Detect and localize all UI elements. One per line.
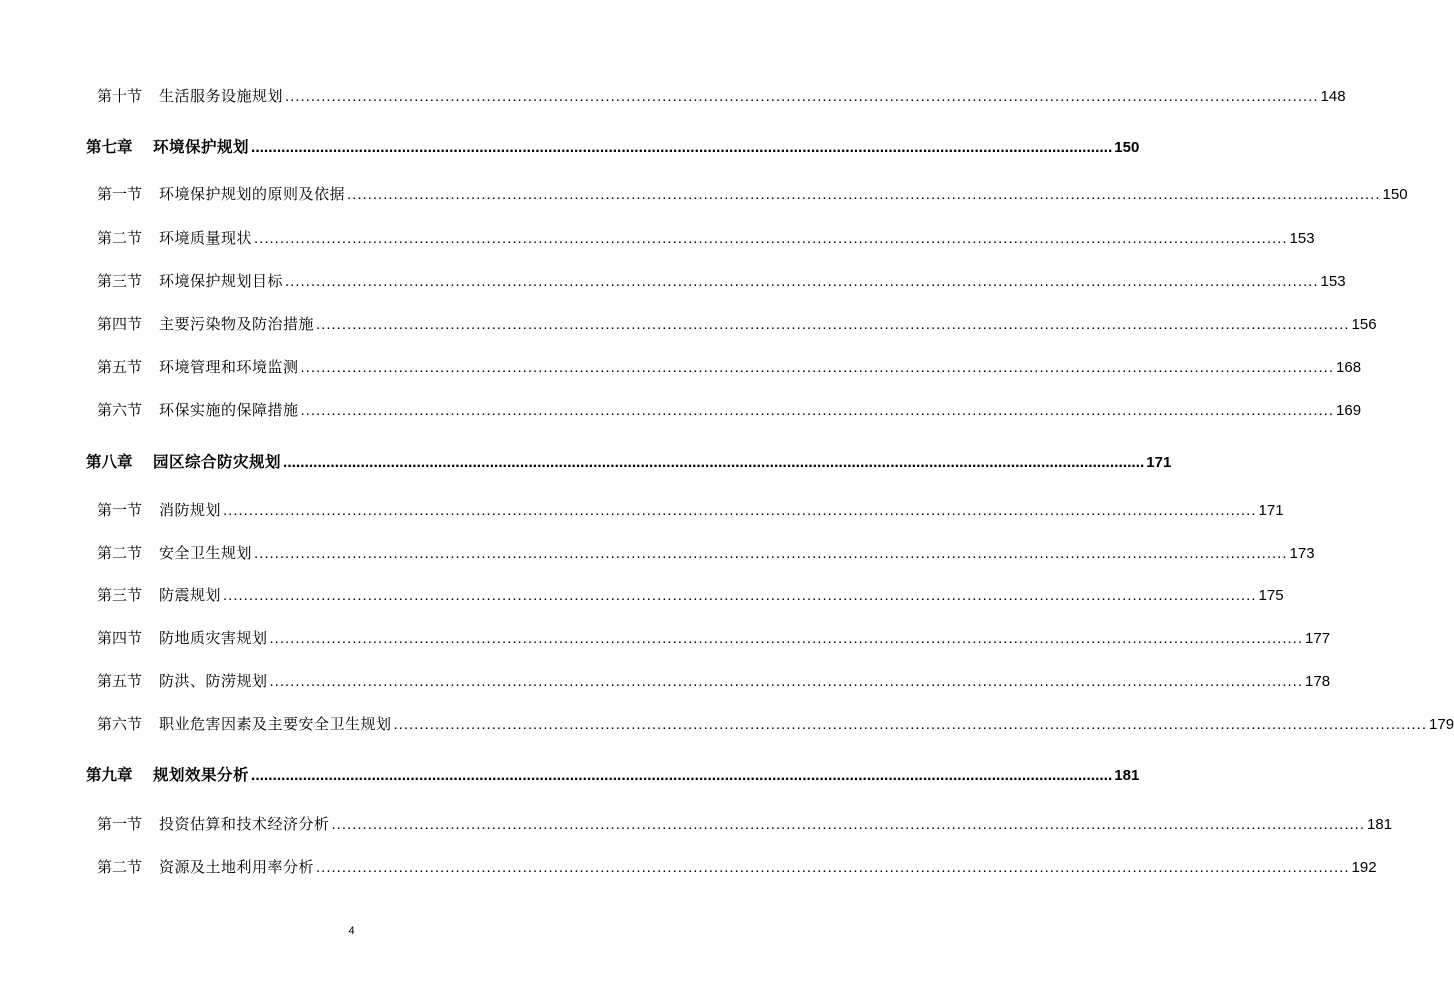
toc-dot-leader: ........................................................................................................................................................................................................ [269, 673, 1304, 690]
toc-entry-page: 153 [1289, 230, 1315, 247]
toc-entry-number: 第九章 [86, 766, 133, 784]
toc-entry-number: 第三节 [97, 586, 143, 604]
toc-entry-page: 178 [1305, 673, 1331, 690]
toc-dot-leader: ........................................................................................................................................................................................................ [285, 273, 1319, 290]
page-number: 4 [348, 925, 355, 937]
toc-entry-title: 投资估算和技术经济分析 [159, 815, 330, 833]
toc-entry-number: 第一节 [97, 501, 143, 519]
toc-entry-title: 防地质灾害规划 [159, 629, 268, 647]
toc-dot-leader: ........................................................................................................................................................................................................ [223, 502, 1257, 519]
toc-entry-title: 环境保护规划目标 [159, 272, 284, 290]
toc-entry-number: 第八章 [86, 453, 133, 471]
toc-entry-title: 防洪、防涝规划 [159, 672, 268, 690]
toc-section-entry[interactable] [86, 813, 1393, 834]
toc-section-entry[interactable] [86, 313, 1377, 334]
toc-entry-number: 第五节 [97, 672, 143, 690]
toc-entry-number: 第四节 [97, 315, 143, 333]
toc-entry-title: 资源及土地利用率分析 [159, 858, 315, 876]
toc-dot-leader: ........................................................................................................................................................................................................ [300, 359, 1335, 376]
toc-entry-title: 环境管理和环境监测 [159, 358, 299, 376]
toc-entry-page: 177 [1305, 630, 1331, 647]
toc-dot-leader: ........................................................................................................................................................................................................ [316, 859, 1350, 876]
toc-entry-title: 环境保护规划 [153, 138, 250, 156]
toc-section-entry[interactable] [86, 183, 1408, 204]
toc-entry-page: 171 [1258, 502, 1284, 519]
toc-section-entry[interactable] [86, 499, 1284, 520]
toc-section-entry[interactable] [86, 542, 1315, 563]
toc-section-entry[interactable] [86, 270, 1346, 291]
toc-entry-page: 175 [1258, 587, 1284, 604]
toc-dot-leader: ........................................................................................................................................................................................................ [300, 402, 1335, 419]
toc-entry-title: 园区综合防灾规划 [153, 453, 282, 471]
toc-section-entry[interactable] [86, 356, 1362, 377]
toc-entry-page: 168 [1336, 359, 1362, 376]
toc-entry-page: 181 [1114, 767, 1140, 784]
toc-entry-page: 150 [1382, 186, 1408, 203]
toc-entry-title: 环境质量现状 [159, 229, 253, 247]
toc-dot-leader: ........................................................................................................................................................................................................ [316, 316, 1350, 333]
toc-dot-leader: ........................................................................................................................................................................................................ [251, 767, 1113, 784]
toc-chapter-entry[interactable] [86, 450, 1172, 472]
toc-entry-number: 第一节 [97, 185, 143, 203]
toc-section-entry[interactable] [86, 85, 1346, 106]
toc-section-entry[interactable] [86, 584, 1284, 605]
toc-entry-page: 153 [1320, 273, 1346, 290]
toc-section-entry[interactable] [86, 670, 1331, 691]
toc-entry-number: 第一节 [97, 815, 143, 833]
toc-entry-title: 环境保护规划的原则及依据 [159, 185, 346, 203]
toc-entry-page: 156 [1351, 316, 1377, 333]
toc-dot-leader: ........................................................................................................................................................................................................ [254, 545, 1288, 562]
toc-entry-title: 安全卫生规划 [159, 544, 253, 562]
toc-entry-number: 第四节 [97, 629, 143, 647]
toc-section-entry[interactable] [86, 713, 1454, 734]
toc-entry-number: 第五节 [97, 358, 143, 376]
toc-entry-title: 生活服务设施规划 [159, 87, 284, 105]
toc-section-entry[interactable] [86, 856, 1377, 877]
toc-entry-page: 171 [1146, 454, 1172, 471]
toc-chapter-entry[interactable] [86, 135, 1140, 157]
toc-entry-number: 第六节 [97, 715, 143, 733]
toc-entry-page: 179 [1429, 716, 1454, 733]
toc-entry-number: 第二节 [97, 229, 143, 247]
toc-entry-page: 181 [1367, 816, 1393, 833]
toc-dot-leader: ........................................................................................................................................................................................................ [393, 716, 1428, 733]
toc-entry-title: 消防规划 [159, 501, 222, 519]
toc-entry-number: 第七章 [86, 138, 133, 156]
toc-dot-leader: ........................................................................................................................................................................................................ [285, 88, 1319, 105]
toc-entry-number: 第二节 [97, 544, 143, 562]
toc-entry-number: 第二节 [97, 858, 143, 876]
toc-dot-leader: ........................................................................................................................................................................................................ [251, 139, 1113, 156]
toc-entry-title: 主要污染物及防治措施 [159, 315, 315, 333]
toc-dot-leader: ........................................................................................................................................................................................................ [254, 230, 1288, 247]
toc-entry-page: 148 [1320, 88, 1346, 105]
toc-section-entry[interactable] [86, 227, 1315, 248]
toc-section-entry[interactable] [86, 627, 1331, 648]
toc-chapter-entry[interactable] [86, 763, 1140, 785]
toc-dot-leader: ........................................................................................................................................................................................................ [347, 186, 1381, 203]
toc-entry-title: 环保实施的保障措施 [159, 401, 299, 419]
toc-entry-page: 150 [1114, 139, 1140, 156]
toc-entry-title: 规划效果分析 [153, 766, 250, 784]
toc-section-entry[interactable] [86, 399, 1362, 420]
toc-entry-number: 第六节 [97, 401, 143, 419]
toc-entry-page: 169 [1336, 402, 1362, 419]
toc-entry-number: 第三节 [97, 272, 143, 290]
toc-entry-page: 192 [1351, 859, 1377, 876]
toc-dot-leader: ........................................................................................................................................................................................................ [269, 630, 1304, 647]
toc-entry-number: 第十节 [97, 87, 143, 105]
toc-entry-title: 防震规划 [159, 586, 222, 604]
toc-entry-page: 173 [1289, 545, 1315, 562]
toc-entry-title: 职业危害因素及主要安全卫生规划 [159, 715, 392, 733]
toc-dot-leader: ........................................................................................................................................................................................................ [223, 587, 1257, 604]
toc-dot-leader: ........................................................................................................................................................................................................ [283, 454, 1145, 471]
toc-dot-leader: ........................................................................................................................................................................................................ [331, 816, 1366, 833]
